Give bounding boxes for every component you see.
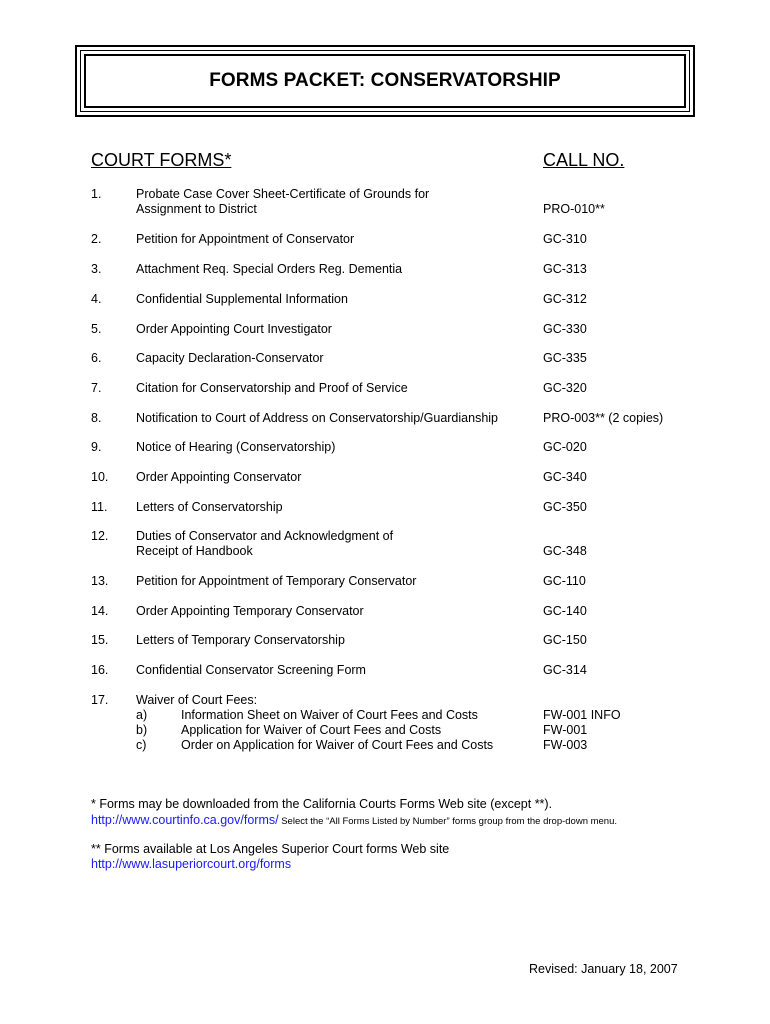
waiver-letter: b): [136, 723, 148, 737]
form-number: 10.: [91, 470, 109, 484]
form-call-number: GC-020: [543, 440, 587, 454]
form-number: 6.: [91, 351, 102, 365]
waiver-description: Order on Application for Waiver of Court Fees and Costs: [181, 738, 494, 752]
title-box-mid-border: [80, 50, 690, 112]
footnote-link-line: [91, 813, 617, 829]
form-description: Citation for Conservatorship and Proof of Service: [136, 381, 408, 395]
form-description: Petition for Appointment of Conservator: [136, 232, 355, 246]
form-number: 11.: [91, 500, 108, 514]
form-number: 16.: [91, 663, 109, 677]
form-call-number: PRO-010**: [543, 202, 605, 216]
form-description: Waiver of Court Fees:: [136, 693, 258, 707]
form-call-number: GC-335: [543, 351, 587, 365]
form-number: 3.: [91, 262, 102, 276]
footnote-link-line-2: [91, 857, 291, 872]
form-description: Duties of Conservator and Acknowledgment of: [136, 529, 394, 543]
form-call-number: GC-348: [543, 544, 587, 558]
form-call-number: GC-320: [543, 381, 587, 395]
title-box: [75, 45, 695, 117]
form-number: 15.: [91, 633, 109, 647]
form-description: Letters of Conservatorship: [136, 500, 283, 514]
waiver-letter: c): [136, 738, 147, 752]
form-number: 7.: [91, 381, 102, 395]
form-number: 8.: [91, 411, 102, 425]
form-description-cont: Assignment to District: [136, 202, 257, 216]
form-call-number: GC-313: [543, 262, 587, 276]
form-description: Letters of Temporary Conservatorship: [136, 633, 345, 647]
form-number: 13.: [91, 574, 109, 588]
court-forms-header: COURT FORMS*: [91, 150, 232, 170]
waiver-call-number: FW-001 INFO: [543, 708, 621, 722]
form-description: Capacity Declaration-Conservator: [136, 351, 324, 365]
waiver-call-number: FW-001: [543, 723, 588, 737]
form-call-number: GC-350: [543, 500, 587, 514]
call-no-header: CALL NO.: [543, 150, 625, 170]
courtinfo-link[interactable]: http://www.courtinfo.ca.gov/forms/: [91, 813, 279, 827]
form-call-number: GC-314: [543, 663, 587, 677]
form-description: Confidential Supplemental Information: [136, 292, 348, 306]
title-box-inner: [84, 54, 686, 108]
form-number: 12.: [91, 529, 109, 543]
form-number: 9.: [91, 440, 102, 454]
lasuperiorcourt-link[interactable]: http://www.lasuperiorcourt.org/forms: [91, 857, 292, 871]
form-number: 2.: [91, 232, 102, 246]
form-description: Probate Case Cover Sheet-Certificate of Grounds for: [136, 187, 430, 201]
form-description: Order Appointing Court Investigator: [136, 322, 332, 336]
form-description: Petition for Appointment of Temporary Conservator: [136, 574, 417, 588]
form-description-cont: Receipt of Handbook: [136, 544, 253, 558]
form-call-number: GC-140: [543, 604, 587, 618]
form-description: Order Appointing Conservator: [136, 470, 302, 484]
form-description: Attachment Req. Special Orders Reg. Dementia: [136, 262, 403, 276]
form-call-number: GC-310: [543, 232, 587, 246]
form-call-number: GC-312: [543, 292, 587, 306]
form-number: 14.: [91, 604, 109, 618]
form-number: 17.: [91, 693, 109, 707]
form-call-number: PRO-003** (2 copies): [543, 411, 664, 425]
form-number: 1.: [91, 187, 102, 201]
footnote-double-star: ** Forms available at Los Angeles Superior Court forms Web site: [91, 842, 450, 856]
page-title: FORMS PACKET: CONSERVATORSHIP: [209, 70, 561, 91]
form-call-number: GC-330: [543, 322, 587, 336]
waiver-description: Application for Waiver of Court Fees and Costs: [181, 723, 442, 737]
form-number: 5.: [91, 322, 102, 336]
form-description: Notification to Court of Address on Conservatorship/Guardianship: [136, 411, 498, 425]
waiver-letter: a): [136, 708, 148, 722]
form-description: Order Appointing Temporary Conservator: [136, 604, 364, 618]
revised-date: Revised: January 18, 2007: [529, 962, 678, 976]
footnote-instruction: Select the “All Forms Listed by Number” forms group from the drop-down menu.: [278, 816, 618, 827]
form-number: 4.: [91, 292, 102, 306]
form-description: Confidential Conservator Screening Form: [136, 663, 366, 677]
waiver-call-number: FW-003: [543, 738, 588, 752]
form-call-number: GC-340: [543, 470, 587, 484]
form-description: Notice of Hearing (Conservatorship): [136, 440, 336, 454]
form-call-number: GC-110: [543, 574, 586, 588]
form-call-number: GC-150: [543, 633, 587, 647]
footnote-star: * Forms may be downloaded from the California Courts Forms Web site (except **).: [91, 797, 553, 811]
waiver-description: Information Sheet on Waiver of Court Fees and Costs: [181, 708, 478, 722]
